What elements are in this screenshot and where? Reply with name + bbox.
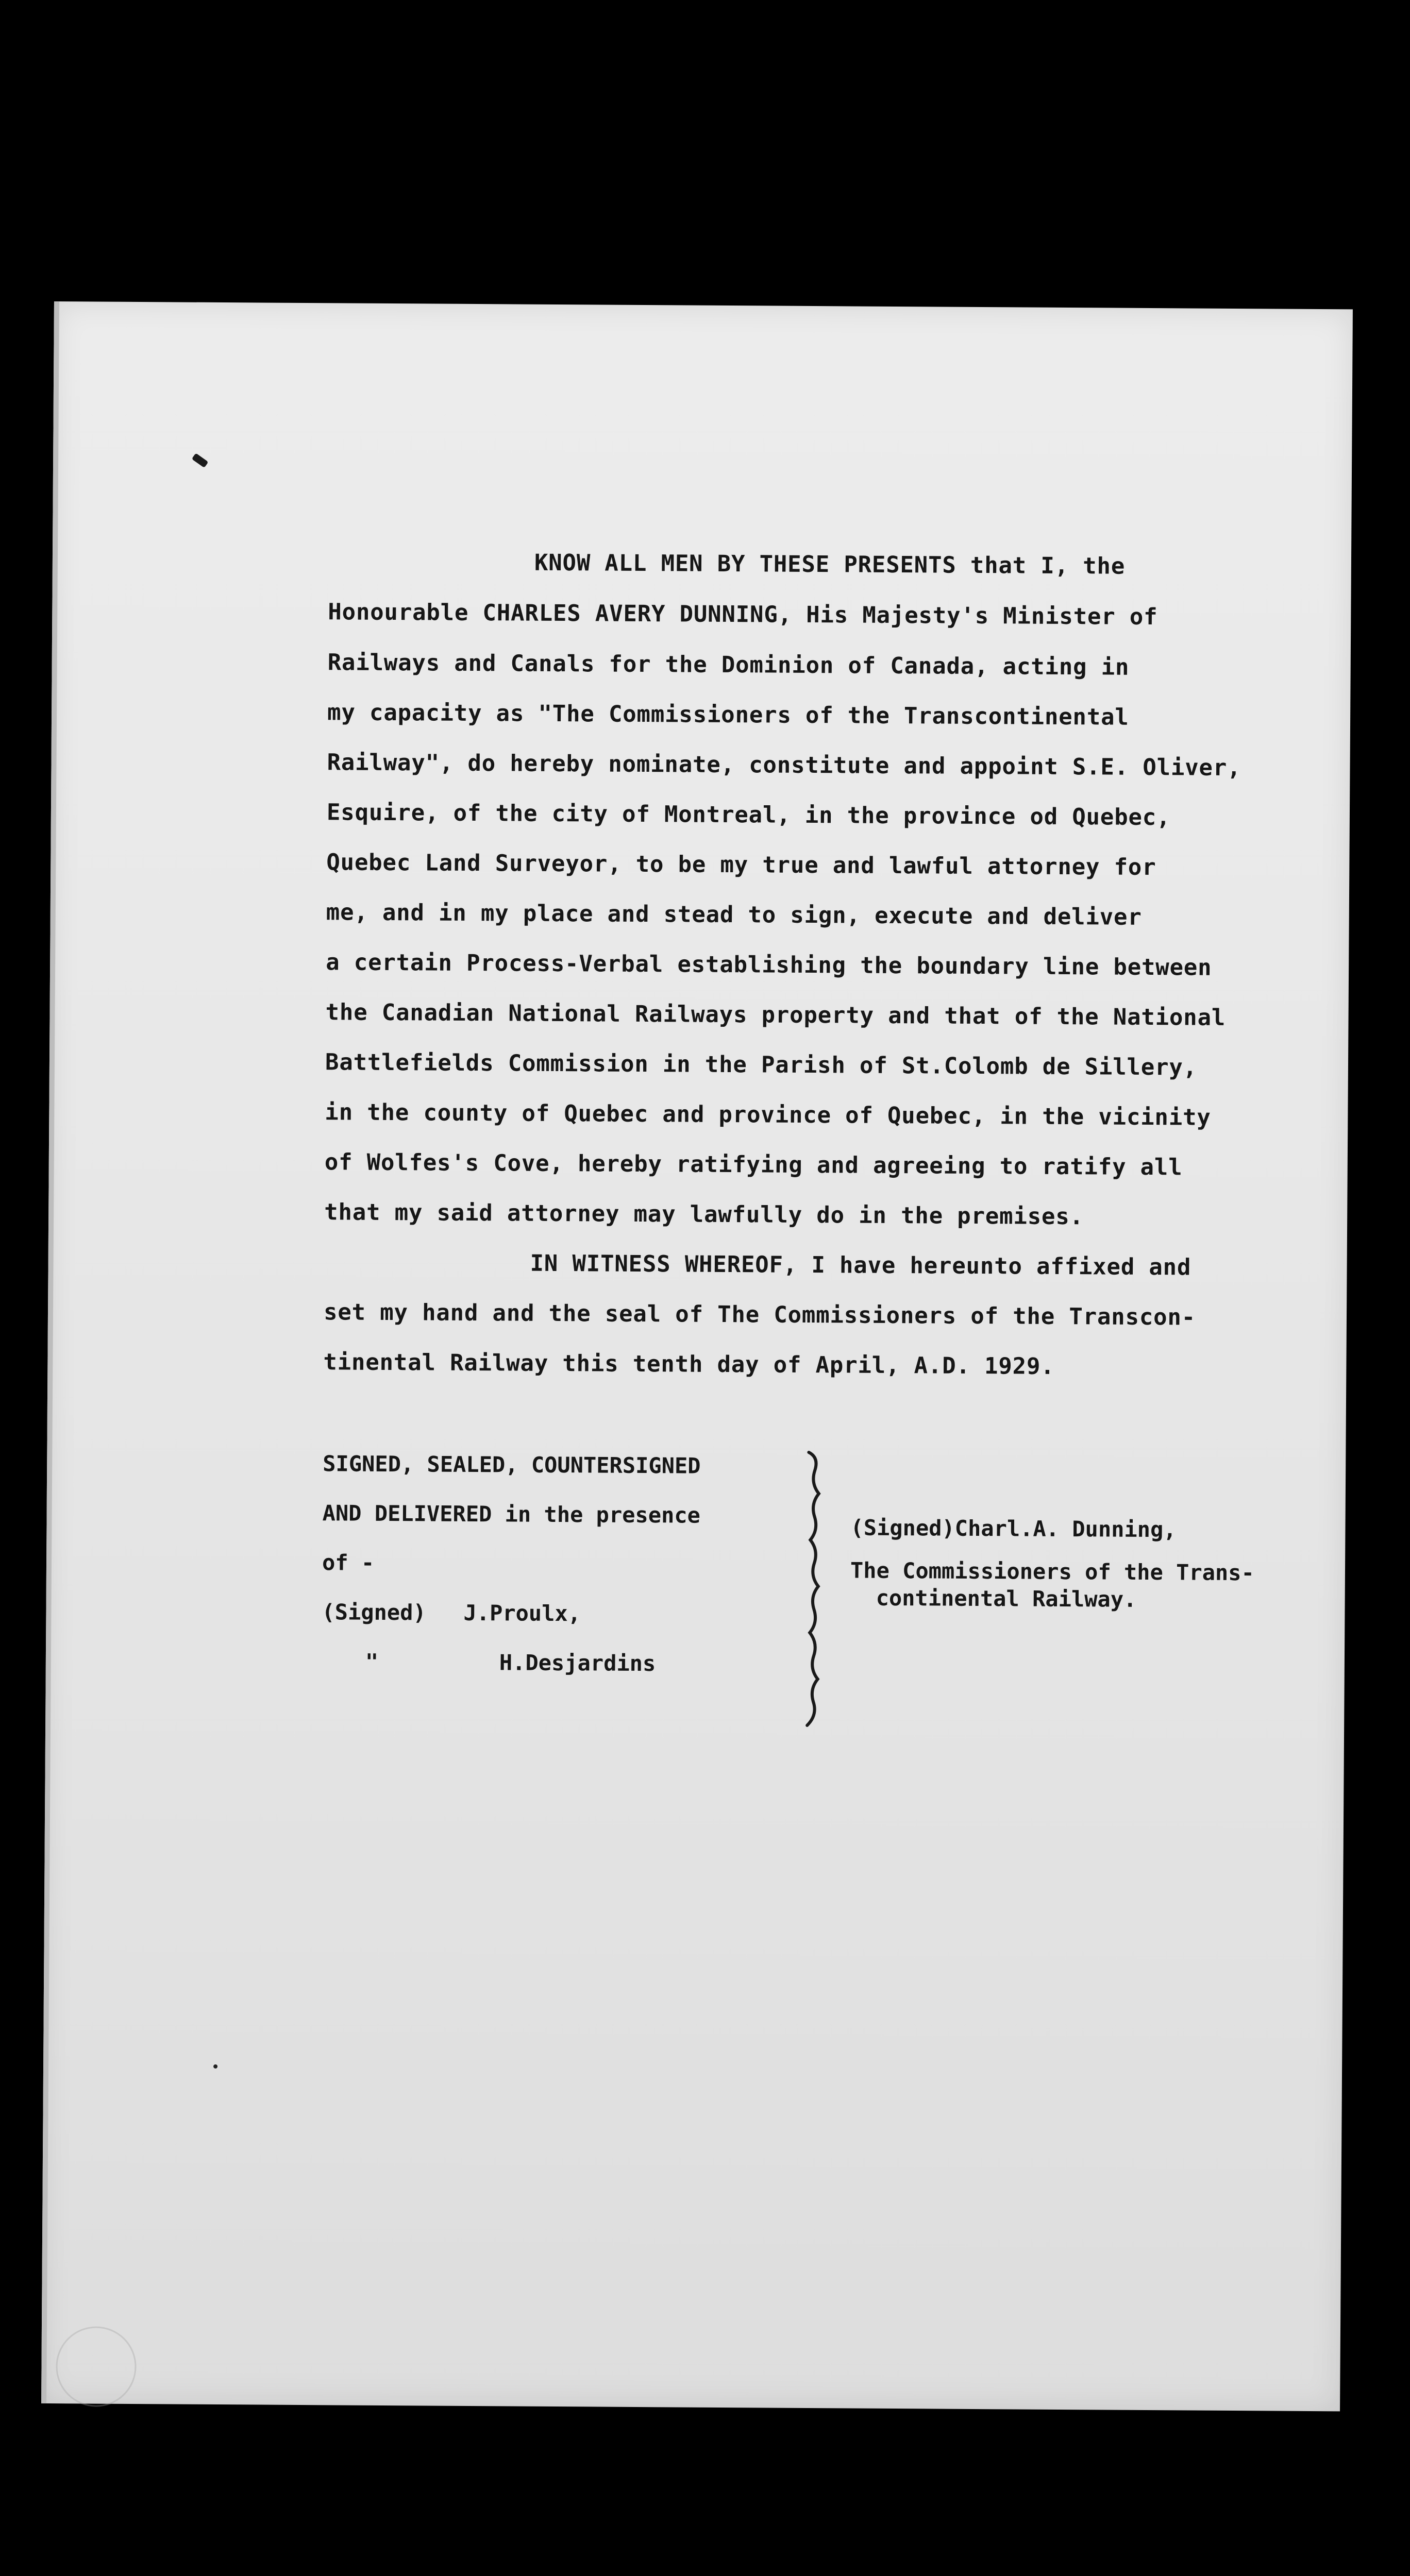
- body-line-11: Battlefields Commission in the Parish of St.Colomb de Sillery,: [325, 1049, 1198, 1081]
- witness-line-2: AND DELIVERED in the presence: [322, 1500, 701, 1528]
- signatory-title-2: continental Railway.: [876, 1585, 1137, 1612]
- speck: [213, 2064, 217, 2069]
- body-line-7: Quebec Land Surveyor, to be my true and lawful attorney for: [326, 849, 1156, 881]
- signatory-title-1: The Commissioners of the Trans-: [850, 1557, 1254, 1586]
- witness-signed-label: (Signed): [322, 1599, 426, 1625]
- document-page: [41, 301, 1353, 2411]
- body-line-12: in the county of Quebec and province of Quebec, in the vicinity: [325, 1099, 1211, 1131]
- witness-ditto-mark: ": [365, 1649, 379, 1674]
- body-line-1: KNOW ALL MEN BY THESE PRESENTS that I, the: [534, 549, 1126, 580]
- body-line-6: Esquire, of the city of Montreal, in the province od Quebec,: [326, 799, 1171, 831]
- body-line-3: Railways and Canals for the Dominion of Canada, acting in: [327, 649, 1130, 681]
- corner-mark: [192, 453, 209, 468]
- witness-line-3: of -: [322, 1550, 375, 1575]
- body-line-5: Railway", do hereby nominate, constitute and appoint S.E. Oliver,: [327, 749, 1241, 782]
- witness-name-2: H.Desjardins: [499, 1650, 656, 1676]
- body-line-16: set my hand and the seal of The Commissioners of the Transcon-: [323, 1299, 1196, 1331]
- paper-stain: [56, 2326, 137, 2407]
- bracket-line: [802, 1450, 829, 1728]
- body-line-2: Honourable CHARLES AVERY DUNNING, His Majesty's Minister of: [328, 599, 1158, 631]
- body-line-14: that my said attorney may lawfully do in the premises.: [324, 1199, 1084, 1230]
- body-line-15: IN WITNESS WHEREOF, I have hereunto affixed and: [530, 1250, 1191, 1281]
- body-line-4: my capacity as "The Commissioners of the Transcontinental: [327, 699, 1129, 731]
- body-line-8: me, and in my place and stead to sign, execute and deliver: [326, 899, 1142, 930]
- body-line-9: a certain Process-Verbal establishing the boundary line between: [326, 949, 1212, 981]
- body-line-10: the Canadian National Railways property and that of the National: [325, 999, 1226, 1031]
- body-line-13: of Wolfes's Cove, hereby ratifying and agreeing to ratify all: [324, 1149, 1183, 1181]
- body-line-17: tinental Railway this tenth day of April, A.D. 1929.: [323, 1349, 1055, 1380]
- witness-name-1: J.Proulx,: [463, 1600, 581, 1626]
- signatory-signature: (Signed)Charl.A. Dunning,: [850, 1515, 1177, 1543]
- witness-line-1: SIGNED, SEALED, COUNTERSIGNED: [323, 1451, 701, 1479]
